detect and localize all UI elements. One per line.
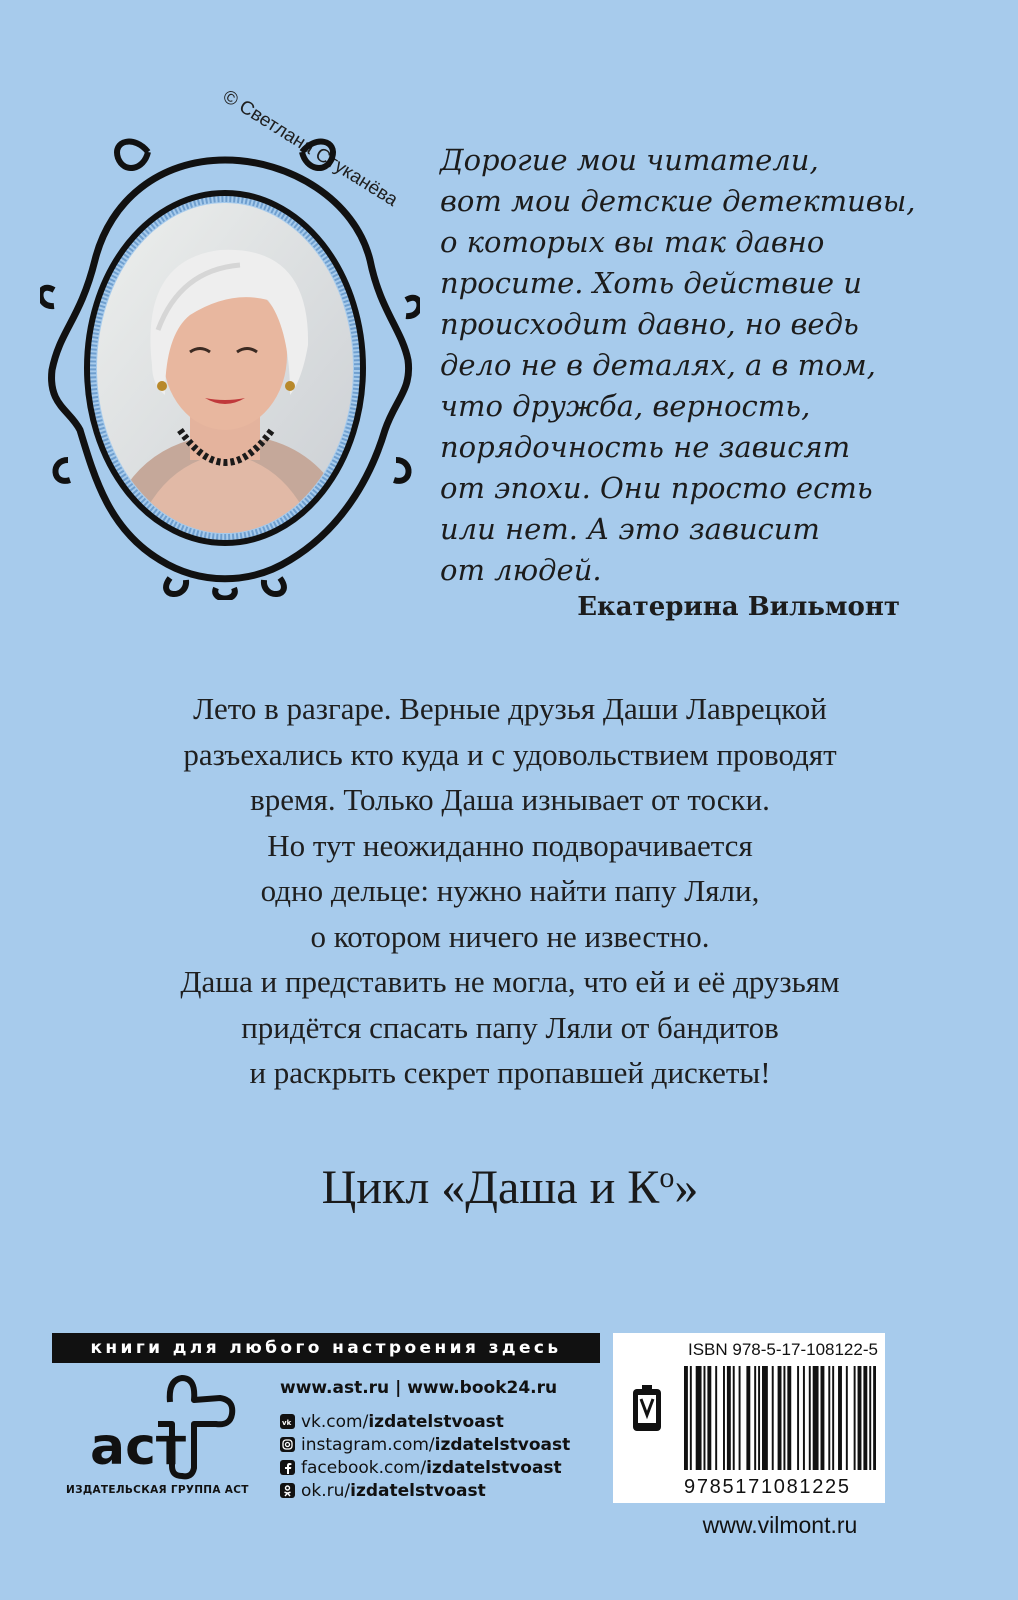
barcode-bar <box>696 1366 702 1470</box>
barcode-bar <box>828 1366 830 1470</box>
social-handle: izdatelstvoast <box>426 1457 562 1478</box>
barcode-digits: 9785171081225 <box>684 1476 851 1498</box>
ok-icon <box>280 1483 295 1498</box>
barcode-bar <box>813 1366 819 1470</box>
quote-line: вот мои детские детективы, <box>440 184 916 218</box>
annotation-line: одно дельце: нужно найти папу Ляли, <box>260 873 760 908</box>
barcode-bar <box>797 1366 799 1470</box>
quote-line: о которых вы так давно <box>440 225 825 259</box>
logo-caption: ИЗДАТЕЛЬСКАЯ ГРУППА АСТ <box>66 1484 249 1496</box>
instagram-icon <box>280 1437 295 1452</box>
social-prefix: instagram.com/ <box>301 1434 435 1455</box>
quote-line: что дружба, верность, <box>440 389 811 423</box>
social-link-instagram[interactable] <box>280 1433 570 1456</box>
annotation-line: разъехались кто куда и с удовольствием проводят <box>183 736 837 772</box>
photo-credit: © Светлана Стуканёва <box>218 86 402 211</box>
barcode-bar <box>858 1366 862 1470</box>
ast-logo <box>72 1372 242 1482</box>
social-link-ok[interactable] <box>280 1479 570 1502</box>
social-links <box>280 1410 570 1502</box>
annotation-line: Лето в разгаре. Верные друзья Даши Лаврецкой <box>193 691 827 726</box>
barcode-bar <box>690 1366 692 1470</box>
isbn: ISBN 978-5-17-108122-5 <box>688 1340 878 1359</box>
barcode-bar <box>723 1366 725 1470</box>
barcode-bar <box>762 1366 768 1470</box>
facebook-icon <box>280 1460 295 1475</box>
quote-line: порядочность не зависят <box>440 430 851 464</box>
quote-line: от эпохи. Они просто есть <box>440 471 873 505</box>
quote-author: Екатерина Вильмонт <box>577 592 900 622</box>
quote-line: происходит давно, но ведь <box>440 307 859 341</box>
barcode-bar <box>787 1366 791 1470</box>
annotation-line: о котором ничего не известно. <box>310 918 710 954</box>
publisher-sites[interactable]: www.ast.ru | www.book24.ru <box>280 1378 558 1398</box>
barcode-bar <box>739 1366 741 1470</box>
quote-line: или нет. А это зависит <box>440 512 820 546</box>
barcode-bar <box>863 1366 867 1470</box>
series-text: Цикл «Даша и К <box>321 1161 660 1214</box>
series-superscript: о <box>659 1161 675 1194</box>
author-website[interactable]: www.vilmont.ru <box>702 1512 858 1538</box>
annotation-line: время. Только Даша изнывает от тоски. <box>250 782 770 817</box>
series-title <box>60 1160 960 1215</box>
quote-line: от людей. <box>440 553 602 587</box>
barcode-bar <box>754 1366 756 1470</box>
barcode <box>684 1366 876 1476</box>
barcode-bar <box>838 1366 842 1470</box>
barcode-bar <box>704 1366 706 1470</box>
social-handle: izdatelstvoast <box>350 1480 486 1501</box>
barcode-bar <box>715 1366 717 1470</box>
barcode-bar <box>869 1366 871 1470</box>
svg-text:vk: vk <box>282 1418 292 1426</box>
barcode-bar <box>803 1366 805 1470</box>
barcode-bar <box>746 1366 750 1470</box>
series-closing: » <box>674 1161 699 1214</box>
publisher-tagline: книги для любого настроения здесь <box>52 1333 600 1363</box>
barcode-bar <box>727 1366 731 1470</box>
annotation-line: Даша и представить не могла, что ей и её друзьям <box>180 964 840 999</box>
quote-line: просите. Хоть действие и <box>440 266 862 300</box>
barcode-bar <box>809 1366 811 1470</box>
barcode-bar <box>846 1366 848 1470</box>
social-handle: izdatelstvoast <box>434 1434 571 1455</box>
barcode-bar <box>854 1366 856 1470</box>
author-quote <box>440 140 960 591</box>
social-prefix: vk.com/ <box>301 1411 369 1432</box>
social-link-facebook[interactable] <box>280 1456 570 1479</box>
quote-line: дело не в деталях, а в том, <box>440 348 876 382</box>
vk-icon <box>280 1414 295 1429</box>
barcode-bar <box>832 1366 834 1470</box>
annotation-line: Но тут неожиданно подворачивается <box>267 827 753 863</box>
social-handle: izdatelstvoast <box>368 1411 504 1432</box>
barcode-bar <box>758 1366 760 1470</box>
portrait-frame <box>40 130 420 600</box>
quote-line: Дорогие мои читатели, <box>440 143 819 177</box>
social-prefix: ok.ru/ <box>301 1480 351 1501</box>
barcode-bar <box>821 1366 825 1470</box>
author-portrait <box>40 130 420 600</box>
barcode-bar <box>772 1366 774 1470</box>
barcode-bar <box>733 1366 735 1470</box>
logo-text: аст <box>90 1417 187 1477</box>
barcode-bar <box>873 1366 876 1470</box>
barcode-bar <box>707 1366 711 1470</box>
book-annotation <box>60 686 960 1096</box>
annotation-line: и раскрыть секрет пропавшей дискеты! <box>249 1055 771 1090</box>
social-prefix: facebook.com/ <box>301 1457 427 1478</box>
barcode-bar <box>783 1366 785 1470</box>
annotation-line: придётся спасать папу Ляли от бандитов <box>241 1009 779 1045</box>
barcode-bar <box>778 1366 782 1470</box>
lantern-icon <box>630 1385 664 1435</box>
barcode-bar <box>684 1366 688 1470</box>
social-link-vk[interactable] <box>280 1410 570 1433</box>
